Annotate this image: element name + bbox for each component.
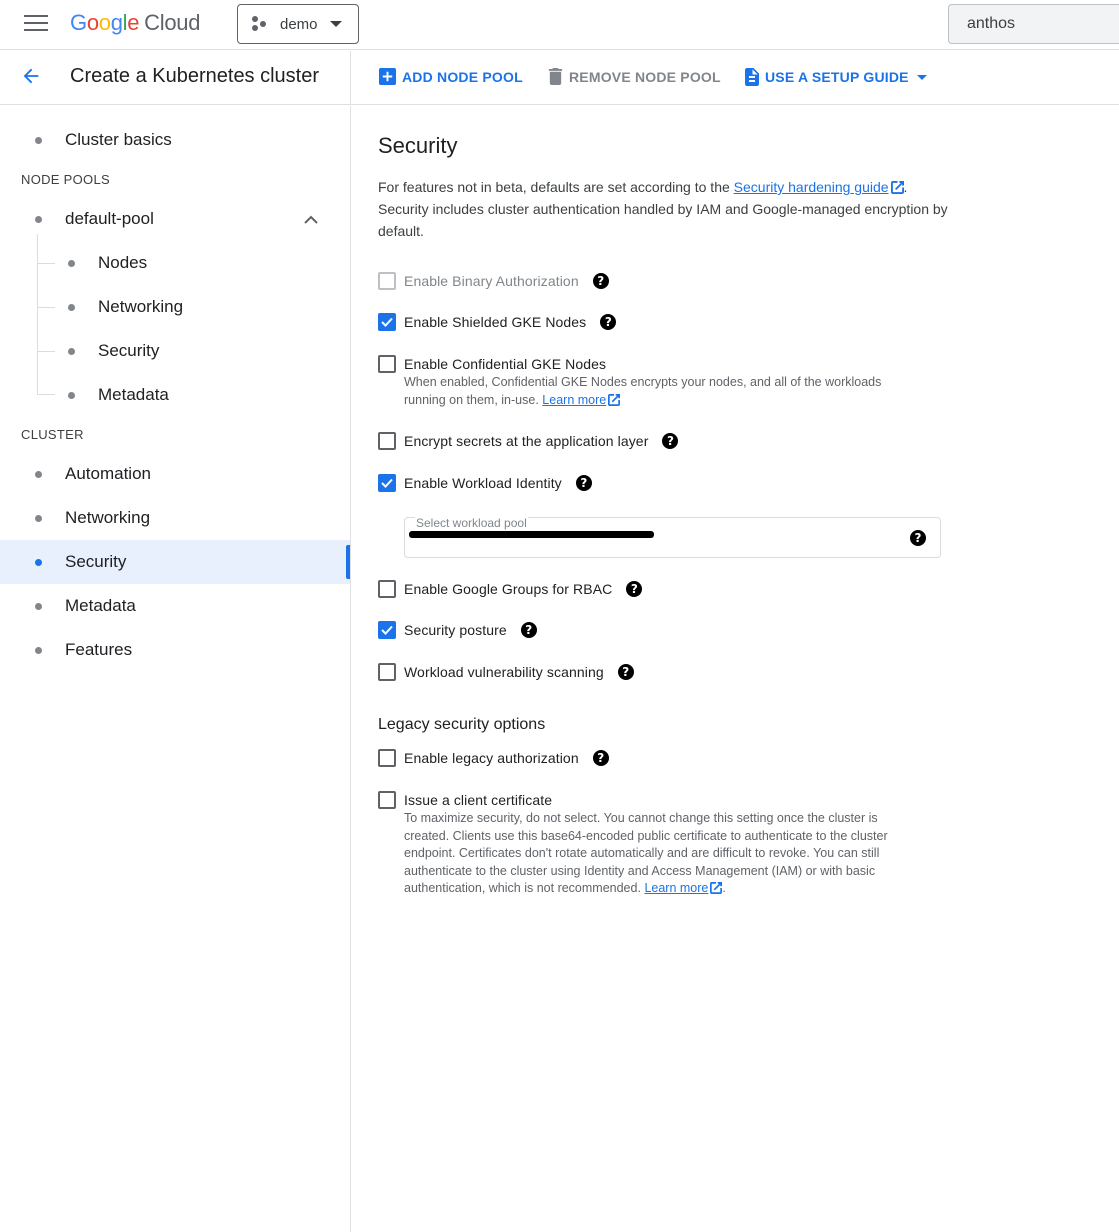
- sidebar-item-label: Cluster basics: [65, 130, 172, 149]
- menu-icon[interactable]: [24, 15, 48, 33]
- external-link-icon: [891, 181, 904, 194]
- node-pools-header: NODE POOLS: [21, 172, 110, 187]
- active-indicator: [346, 545, 350, 579]
- legacy-authorization-checkbox[interactable]: [378, 749, 396, 767]
- bullet: [35, 471, 42, 478]
- period: .: [722, 881, 726, 895]
- option-google-groups-rbac: [378, 580, 642, 598]
- sidebar-item-label: Security: [98, 341, 160, 360]
- help-icon[interactable]: ?: [576, 475, 592, 491]
- top-bar: [0, 0, 1119, 50]
- sidebar-item-label: Features: [65, 640, 133, 659]
- setup-guide-button[interactable]: [745, 68, 927, 86]
- option-binary-authorization: [378, 272, 609, 290]
- bullet: [35, 216, 42, 223]
- logo-letter: l: [122, 10, 128, 35]
- checkmark-icon: [380, 315, 394, 329]
- description-text: To maximize security, do not select. You cannot change this setting once the cluster is created. Clients use this base64-encoded public certificate to authenticate to the cluster endpoint. Certificates don't rotate automatically and are difficult to revoke. You can still authenticate to the cluster using Identity and Access Management (IAM) or with basic authentication, which is not recommended.: [404, 811, 888, 895]
- option-label: Enable Shielded GKE Nodes: [404, 314, 587, 330]
- learn-more-link[interactable]: Learn more: [542, 392, 607, 407]
- section-title: Security: [378, 133, 458, 158]
- google-groups-checkbox[interactable]: [378, 580, 396, 598]
- trash-icon: [548, 68, 563, 85]
- document-icon: [745, 68, 759, 86]
- binary-authorization-checkbox[interactable]: [378, 272, 396, 290]
- divider: [350, 51, 351, 105]
- client-certificate-description: [404, 810, 924, 898]
- bullet: [68, 392, 75, 399]
- help-icon[interactable]: ?: [910, 530, 926, 546]
- sidebar-item-pool-metadata[interactable]: [0, 373, 350, 417]
- description-text: When enabled, Confidential GKE Nodes encrypts your nodes, and all of the workloads running on them, in-use.: [404, 375, 882, 407]
- help-icon[interactable]: ?: [521, 622, 537, 638]
- vulnerability-scanning-checkbox[interactable]: [378, 663, 396, 681]
- logo-letter: g: [110, 10, 123, 35]
- workload-pool-field[interactable]: [404, 517, 941, 558]
- sidebar: [0, 106, 351, 1232]
- remove-node-pool-button[interactable]: [548, 68, 721, 85]
- dropdown-caret-icon: [917, 75, 927, 80]
- sidebar-item-automation[interactable]: [0, 452, 350, 496]
- option-label: Enable Binary Authorization: [404, 273, 579, 289]
- sidebar-item-security[interactable]: [0, 540, 350, 584]
- security-hardening-guide-link[interactable]: Security hardening guide: [733, 179, 889, 195]
- legacy-section-title: Legacy security options: [378, 716, 546, 733]
- option-label: Enable Workload Identity: [404, 475, 562, 491]
- project-icon: [252, 16, 268, 32]
- help-icon[interactable]: ?: [593, 750, 609, 766]
- logo-letter: o: [86, 10, 99, 35]
- option-client-certificate: [378, 791, 552, 809]
- help-icon[interactable]: ?: [626, 581, 642, 597]
- sidebar-item-label: Security: [65, 552, 127, 571]
- option-shielded-gke-nodes: [378, 313, 616, 331]
- option-label: Workload vulnerability scanning: [404, 664, 604, 680]
- chevron-up-icon[interactable]: [303, 212, 319, 228]
- shielded-gke-nodes-checkbox[interactable]: [378, 313, 396, 331]
- page-header: [0, 51, 1119, 105]
- back-arrow-icon[interactable]: [20, 65, 42, 87]
- remove-node-pool-label: REMOVE NODE POOL: [569, 68, 721, 85]
- sidebar-item-label: default-pool: [65, 209, 154, 228]
- external-link-icon: [710, 882, 722, 894]
- logo-letter: G: [70, 10, 87, 35]
- intro-text: [378, 176, 958, 242]
- sidebar-item-metadata[interactable]: [0, 584, 350, 628]
- workload-identity-checkbox[interactable]: [378, 474, 396, 492]
- add-node-pool-button[interactable]: [379, 68, 523, 85]
- cluster-header: CLUSTER: [21, 427, 84, 442]
- sidebar-item-cluster-basics[interactable]: [0, 118, 350, 162]
- option-vulnerability-scanning: [378, 663, 634, 681]
- project-picker[interactable]: [237, 4, 359, 44]
- workload-pool-label: Select workload pool: [416, 516, 527, 530]
- sidebar-item-pool-security[interactable]: [0, 329, 350, 373]
- sidebar-item-label: Metadata: [65, 596, 136, 615]
- checkmark-icon: [380, 623, 394, 637]
- option-security-posture: [378, 621, 537, 639]
- client-certificate-checkbox[interactable]: [378, 791, 396, 809]
- sidebar-item-label: Networking: [98, 297, 184, 316]
- logo-letter: e: [127, 10, 140, 35]
- sidebar-item-pool-networking[interactable]: [0, 285, 350, 329]
- external-link-icon: [608, 394, 620, 406]
- add-node-pool-label: ADD NODE POOL: [402, 68, 523, 85]
- confidential-gke-nodes-checkbox[interactable]: [378, 355, 396, 373]
- bullet: [35, 137, 42, 144]
- encrypt-secrets-checkbox[interactable]: [378, 432, 396, 450]
- sidebar-item-label: Networking: [65, 508, 151, 527]
- option-label: Security posture: [404, 622, 507, 638]
- sidebar-item-default-pool[interactable]: [0, 197, 350, 241]
- intro-prefix: For features not in beta, defaults are set according to the: [378, 179, 734, 195]
- option-confidential-gke-nodes: [378, 355, 606, 373]
- intro-suffix: . Security includes cluster authentication handled by IAM and Google-managed encryption by default.: [378, 179, 948, 239]
- option-encrypt-secrets: [378, 432, 678, 450]
- option-legacy-authorization: [378, 749, 609, 767]
- help-icon[interactable]: ?: [593, 273, 609, 289]
- logo-letter: o: [98, 10, 111, 35]
- sidebar-item-features[interactable]: [0, 628, 350, 672]
- bullet: [68, 348, 75, 355]
- learn-more-link[interactable]: Learn more: [644, 881, 709, 895]
- option-workload-identity: [378, 474, 592, 492]
- option-label: Encrypt secrets at the application layer: [404, 433, 649, 449]
- sidebar-item-nodes[interactable]: [0, 241, 350, 285]
- option-label: Enable Confidential GKE Nodes: [404, 356, 607, 372]
- bullet: [35, 603, 42, 610]
- bullet: [35, 647, 42, 654]
- help-icon[interactable]: ?: [600, 314, 616, 330]
- sidebar-item-label: Nodes: [98, 253, 148, 272]
- page-title: Create a Kubernetes cluster: [70, 65, 320, 87]
- checkmark-icon: [380, 476, 394, 490]
- bullet: [68, 304, 75, 311]
- option-label: Enable Google Groups for RBAC: [404, 581, 613, 597]
- setup-guide-label: USE A SETUP GUIDE: [765, 69, 909, 85]
- dropdown-caret-icon: [330, 21, 342, 27]
- help-icon[interactable]: ?: [618, 664, 634, 680]
- option-label: Issue a client certificate: [404, 792, 553, 808]
- confidential-nodes-description: [404, 374, 924, 409]
- sidebar-item-label: Metadata: [98, 385, 169, 404]
- sidebar-item-label: Automation: [65, 464, 151, 483]
- logo-suffix: Cloud: [144, 10, 201, 35]
- google-cloud-logo[interactable]: [70, 10, 200, 36]
- help-icon[interactable]: ?: [662, 433, 678, 449]
- redacted-value: [409, 531, 654, 538]
- bullet: [35, 559, 42, 566]
- bullet: [68, 260, 75, 267]
- security-posture-checkbox[interactable]: [378, 621, 396, 639]
- add-box-icon: [379, 68, 396, 85]
- option-label: Enable legacy authorization: [404, 750, 579, 766]
- project-name: demo: [280, 15, 318, 33]
- sidebar-item-networking[interactable]: [0, 496, 350, 540]
- bullet: [35, 515, 42, 522]
- search-input[interactable]: [948, 4, 1119, 44]
